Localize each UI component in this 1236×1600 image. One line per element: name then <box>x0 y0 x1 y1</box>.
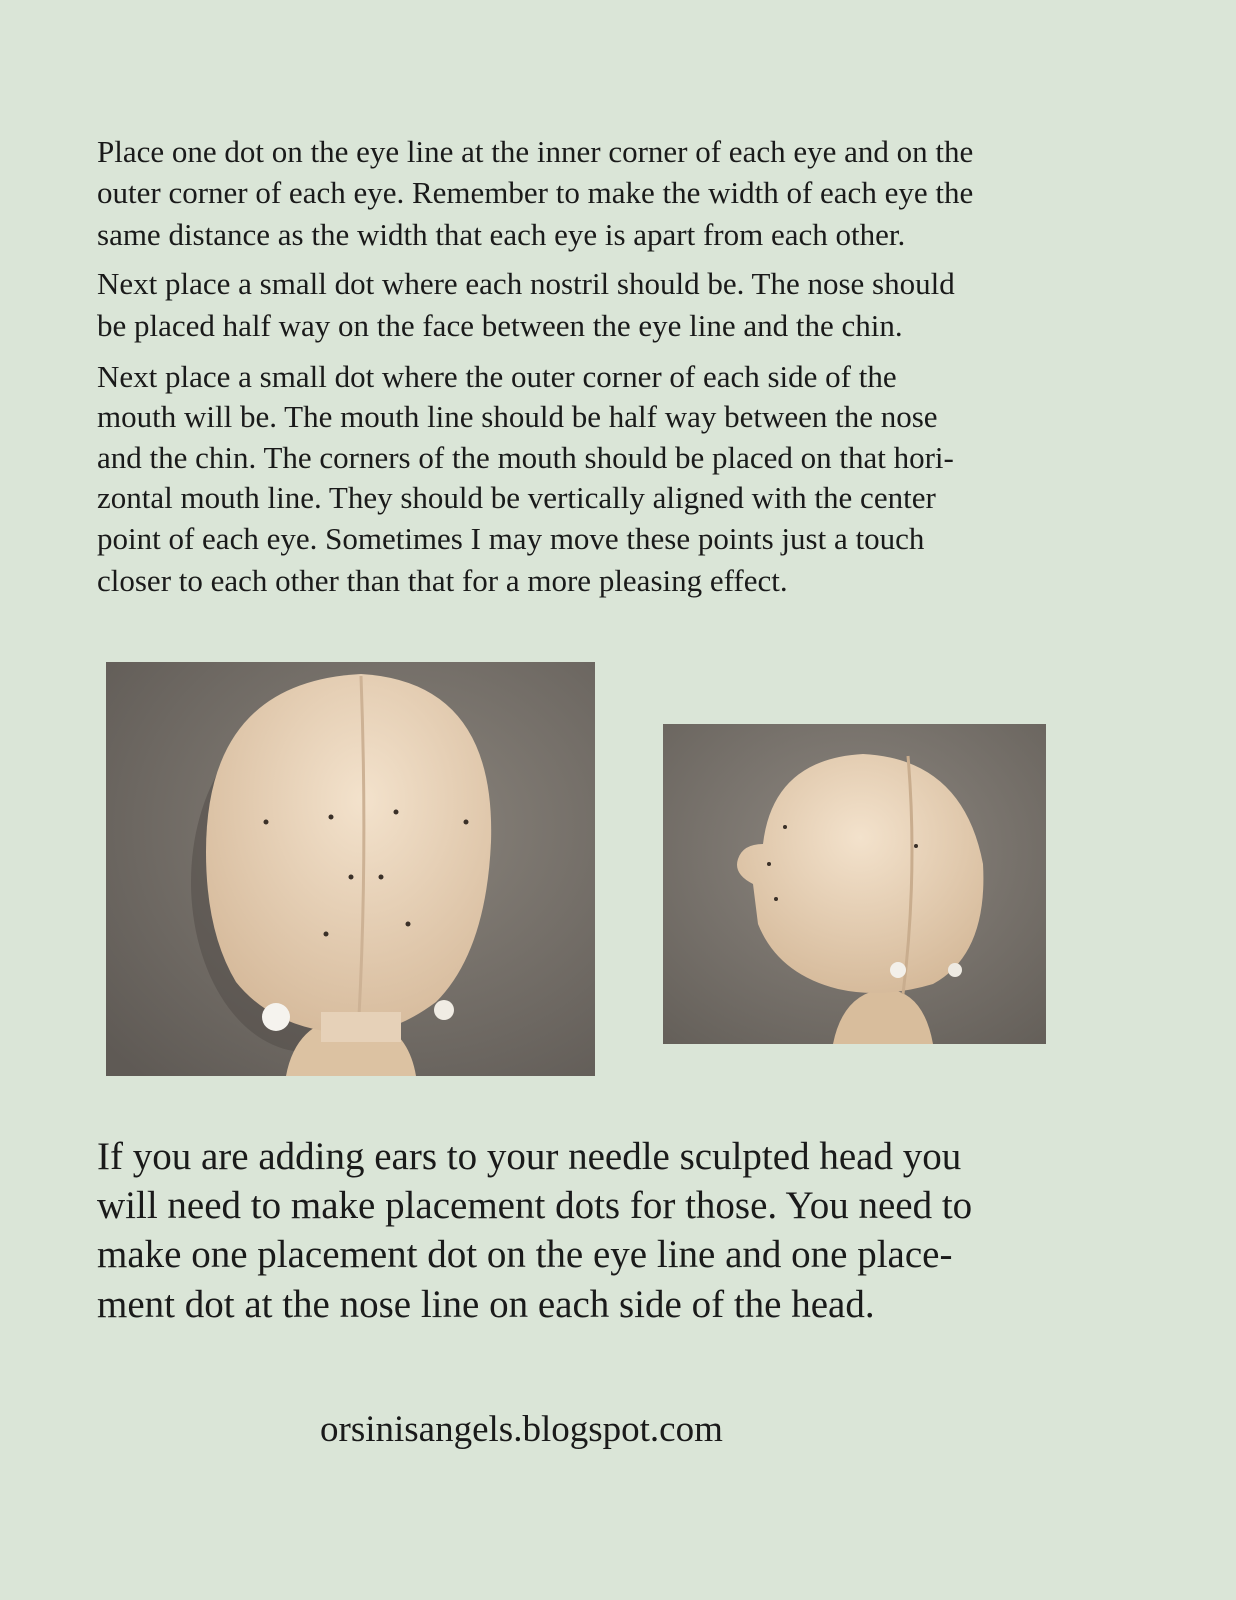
text-line: outer corner of each eye. Remember to make the width of each eye the <box>97 175 974 210</box>
footer-blog-url: orsinisangels.blogspot.com <box>320 1409 723 1450</box>
text-line: zontal mouth line. They should be vertically aligned with the center <box>97 480 936 515</box>
text-line: Next place a small dot where the outer corner of each side of the <box>97 359 897 394</box>
doll-head-profile-photo <box>663 724 1046 1044</box>
text-line: same distance as the width that each eye is apart from each other. <box>97 217 906 252</box>
text-line: Place one dot on the eye line at the inner corner of each eye and on the <box>97 134 974 169</box>
text-line: point of each eye. Sometimes I may move these points just a touch <box>97 521 925 556</box>
text-line: If you are adding ears to your needle sculpted head you <box>97 1135 962 1178</box>
text-line: mouth will be. The mouth line should be half way between the nose <box>97 399 938 434</box>
text-line: ment dot at the nose line on each side of the head. <box>97 1283 875 1326</box>
doll-head-front-photo <box>106 662 595 1076</box>
text-line: will need to make placement dots for those. You need to <box>97 1184 973 1227</box>
text-line: closer to each other than that for a more pleasing effect. <box>97 563 788 598</box>
text-line: and the chin. The corners of the mouth should be placed on that hori- <box>97 440 954 475</box>
text-line: make one placement dot on the eye line and one place- <box>97 1233 953 1276</box>
text-line: Next place a small dot where each nostril should be. The nose should <box>97 266 955 301</box>
text-line: be placed half way on the face between the eye line and the chin. <box>97 308 903 343</box>
